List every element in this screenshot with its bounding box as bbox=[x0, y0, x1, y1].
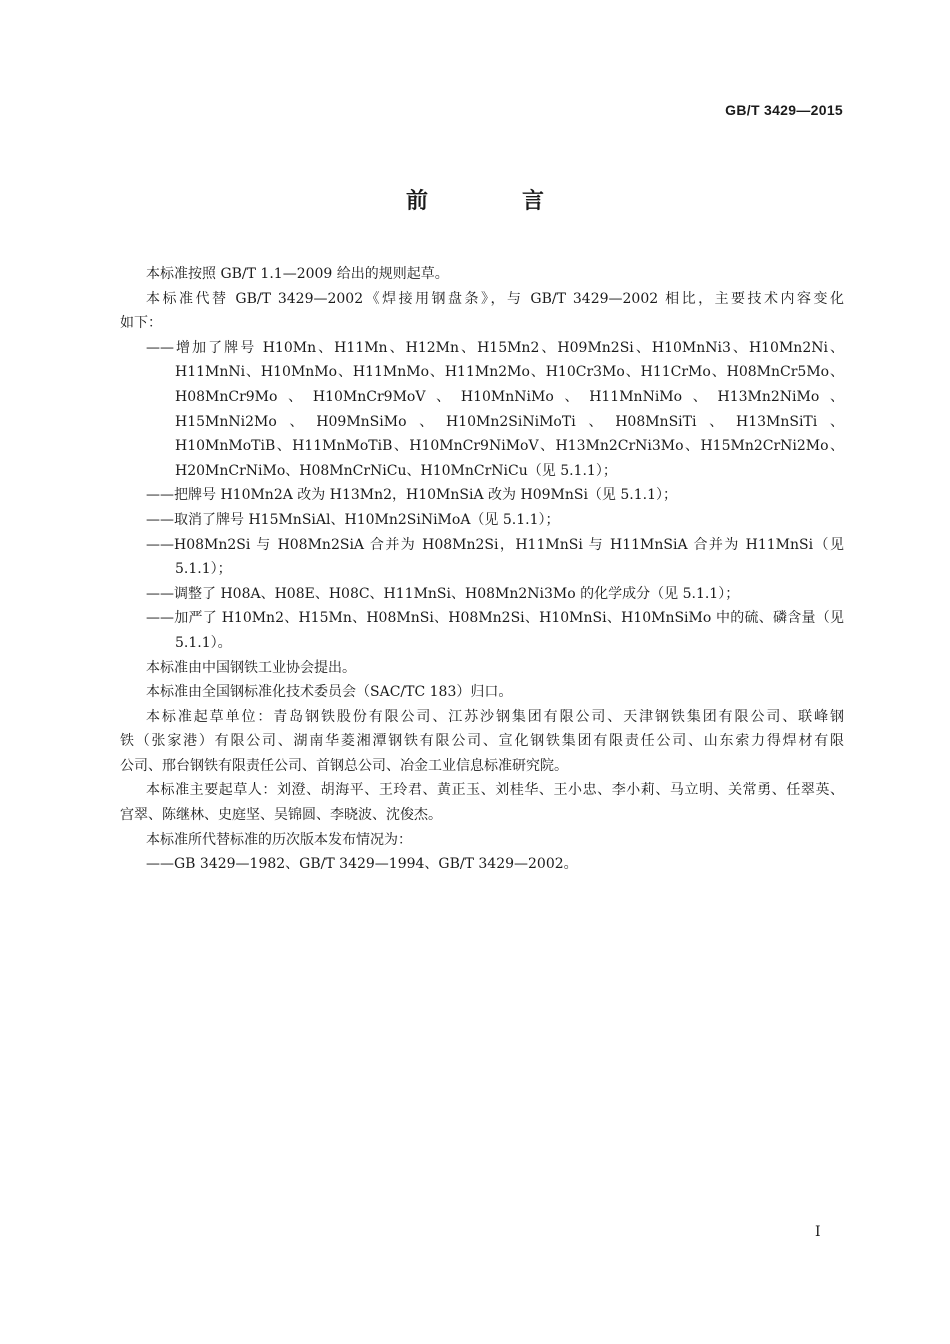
paragraph bbox=[120, 705, 844, 779]
text-line: H11MnNi、H10MnMo、H11MnMo、H11Mn2Mo、H10Cr3Mo、H11CrMo、H08MnCr5Mo、 bbox=[175, 364, 844, 381]
text-line: ——取消了牌号 H15MnSiAl、H10Mn2SiNiMoA（见 5.1.1）； bbox=[146, 511, 560, 528]
text-line: ——H08Mn2Si 与 H08Mn2SiA 合并为 H08Mn2Si，H11MnSi 与 H11MnSiA 合并为 H11MnSi（见 bbox=[146, 536, 844, 553]
text-line: 铁（张家港）有限公司、湖南华菱湘潭钢铁有限公司、宣化钢铁集团有限责任公司、山东索力得焊材有限 bbox=[120, 733, 844, 750]
foreword-body bbox=[120, 262, 844, 877]
paragraph bbox=[120, 656, 844, 681]
text-line: 本标准主要起草人：刘澄、胡海平、王玲君、黄正玉、刘桂华、王小忠、李小莉、马立明、关常勇、任翠英、 bbox=[146, 782, 844, 799]
text-line: 本标准起草单位：青岛钢铁股份有限公司、江苏沙钢集团有限公司、天津钢铁集团有限公司、联峰钢 bbox=[146, 708, 844, 725]
paragraph bbox=[120, 778, 844, 827]
list-item bbox=[120, 483, 844, 508]
text-line: ——把牌号 H10Mn2A 改为 H13Mn2，H10MnSiA 改为 H09MnSi（见 5.1.1）； bbox=[146, 487, 677, 504]
list-item bbox=[120, 508, 844, 533]
paragraph bbox=[120, 262, 844, 287]
list-item bbox=[120, 336, 844, 484]
text-line: H08MnCr9Mo、H10MnCr9MoV、H10MnNiMo、H11MnNiMo、H13Mn2NiMo、 bbox=[175, 388, 844, 405]
text-line: 本标准由中国钢铁工业协会提出。 bbox=[146, 659, 356, 676]
text-line: ——GB 3429—1982、GB/T 3429—1994、GB/T 3429—2002。 bbox=[146, 856, 578, 873]
list-item bbox=[120, 606, 844, 655]
list-item bbox=[120, 852, 844, 877]
text-line: 宫翠、陈继林、史庭坚、吴锦圆、李晓波、沈俊杰。 bbox=[120, 807, 442, 824]
text-line: ——增加了牌号 H10Mn、H11Mn、H12Mn、H15Mn2、H09Mn2Si、H10MnNi3、H10Mn2Ni、 bbox=[146, 339, 844, 356]
page-number: I bbox=[815, 1224, 821, 1240]
text-line: 本标准由全国钢标准化技术委员会（SAC/TC 183）归口。 bbox=[146, 684, 513, 701]
list-item bbox=[120, 533, 844, 582]
text-line: H20MnCrNiMo、H08MnCrNiCu、H10MnCrNiCu（见 5.1.1）； bbox=[175, 462, 617, 479]
text-line: 本标准代替 GB/T 3429—2002《焊接用钢盘条》，与 GB/T 3429—2002 相比，主要技术内容变化 bbox=[146, 290, 844, 307]
text-line: 如下： bbox=[120, 315, 162, 332]
list-item bbox=[120, 582, 844, 607]
text-line: H10MnMoTiB、H11MnMoTiB、H10MnCr9NiMoV、H13Mn2CrNi3Mo、H15Mn2CrNi2Mo、 bbox=[175, 438, 844, 455]
text-line: 5.1.1）； bbox=[175, 561, 232, 578]
text-line: 本标准所代替标准的历次版本发布情况为： bbox=[146, 831, 412, 848]
standard-number: GB/T 3429—2015 bbox=[725, 102, 843, 118]
text-line: ——加严了 H10Mn2、H15Mn、H08MnSi、H08Mn2Si、H10MnSi、H10MnSiMo 中的硫、磷含量（见 bbox=[146, 610, 844, 627]
paragraph bbox=[120, 287, 844, 336]
page-title: 前 言 bbox=[405, 189, 580, 214]
text-line: ——调整了 H08A、H08E、H08C、H11MnSi、H08Mn2Ni3Mo 的化学成分（见 5.1.1）； bbox=[146, 585, 740, 602]
text-line: 公司、邢台钢铁有限责任公司、首钢总公司、冶金工业信息标准研究院。 bbox=[120, 757, 568, 774]
text-line: 5.1.1）。 bbox=[175, 634, 232, 651]
text-line: 本标准按照 GB/T 1.1—2009 给出的规则起草。 bbox=[146, 266, 449, 282]
text-line: H15MnNi2Mo、H09MnSiMo、H10Mn2SiNiMoTi、H08MnSiTi、H13MnSiTi、 bbox=[175, 413, 844, 430]
paragraph bbox=[120, 680, 844, 705]
paragraph bbox=[120, 828, 844, 853]
